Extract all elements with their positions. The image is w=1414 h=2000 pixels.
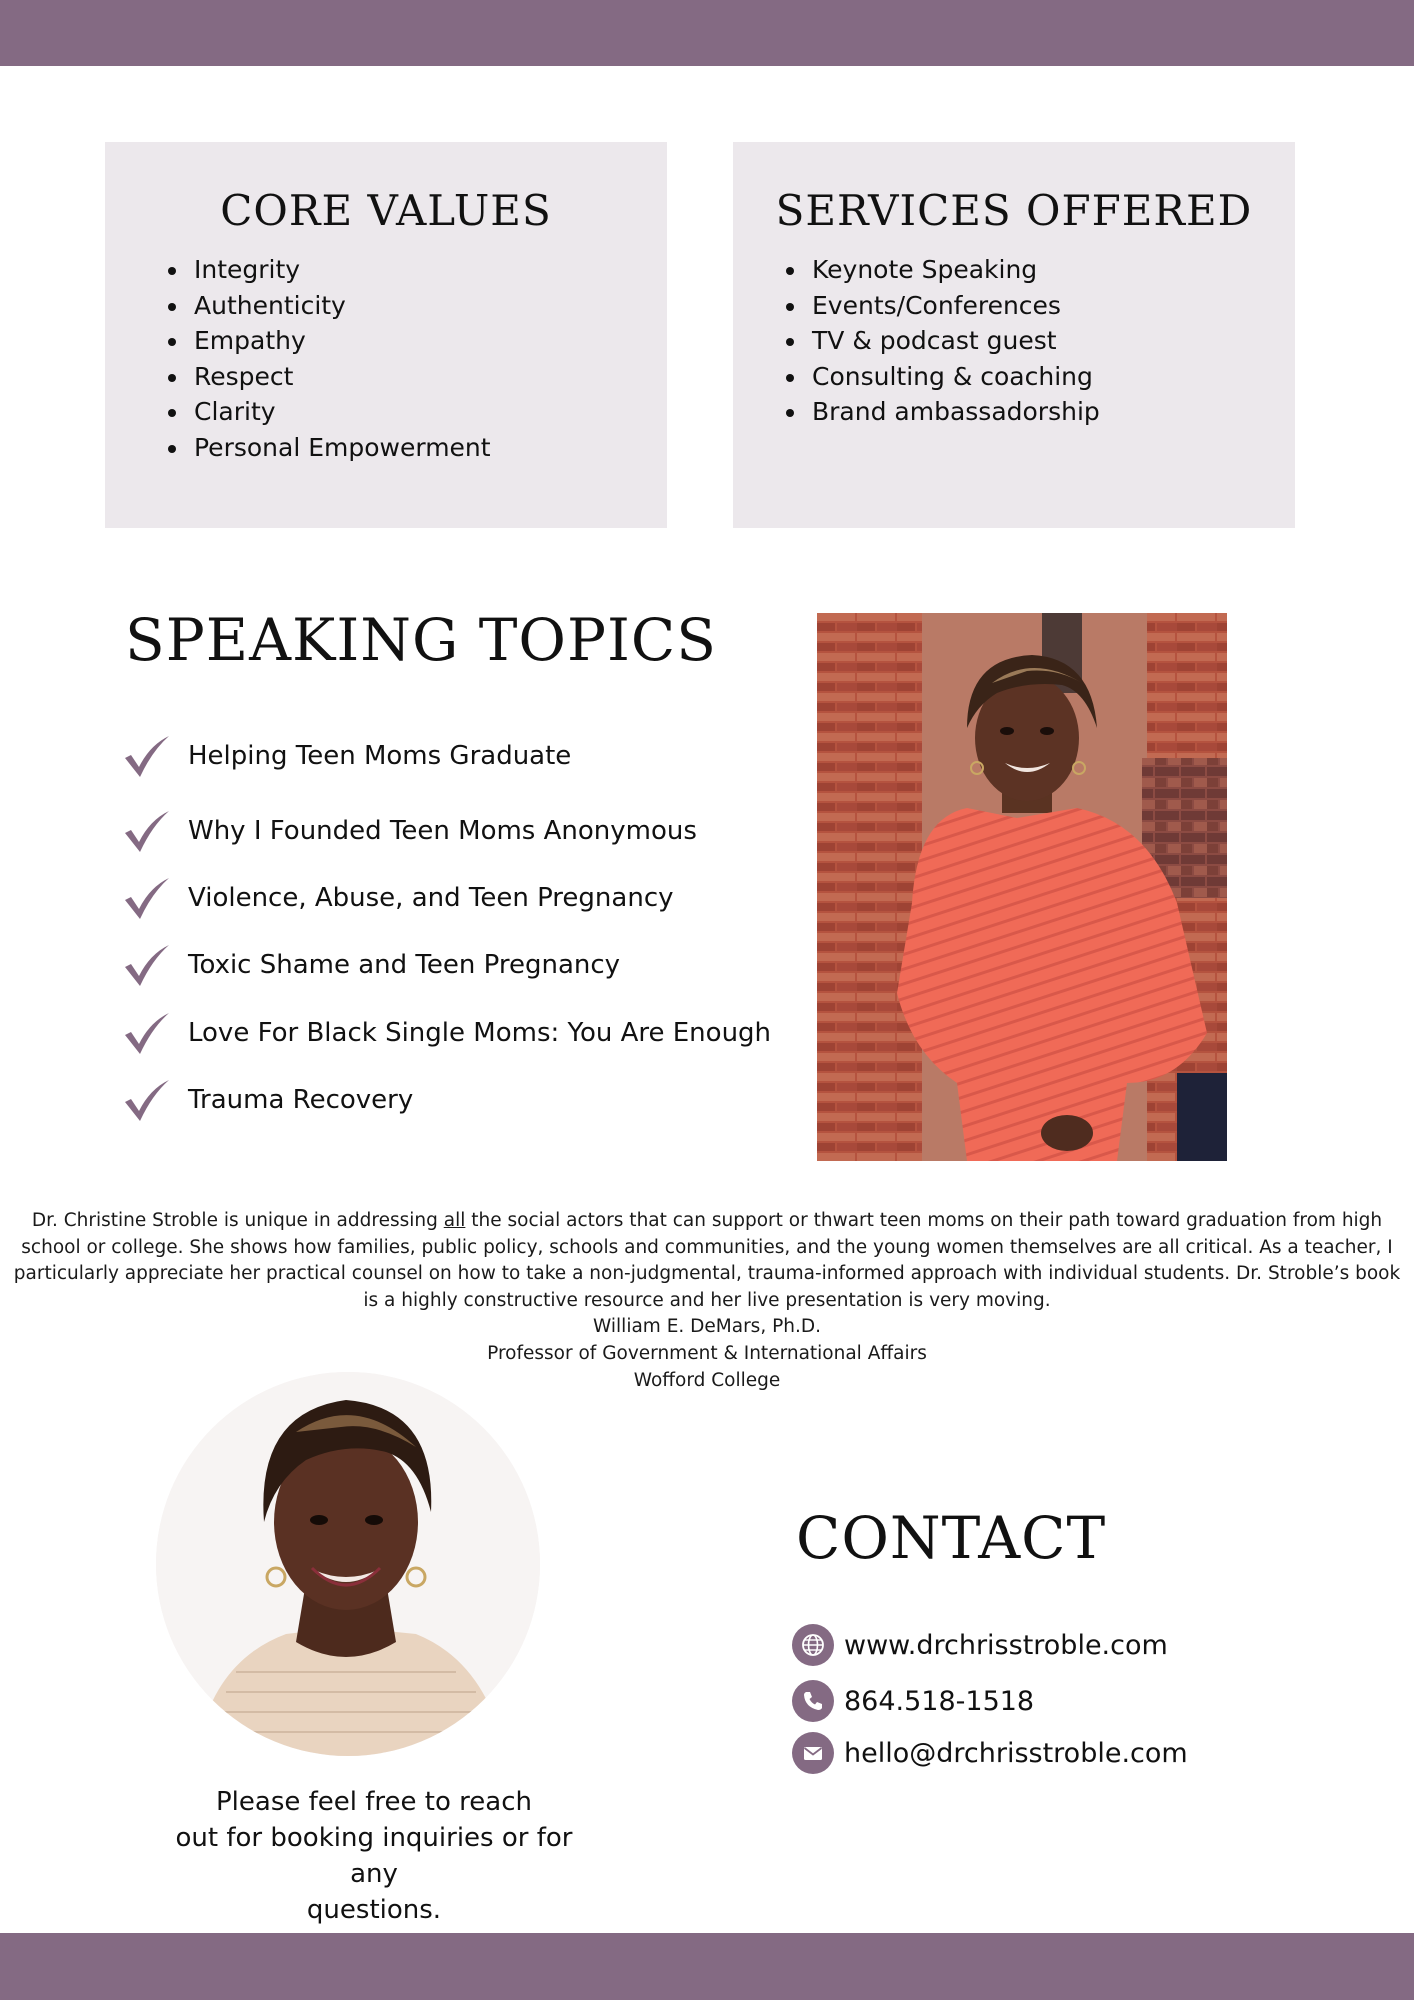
- testimonial-role: Professor of Government & International Affairs: [487, 1342, 927, 1364]
- booking-note-line: questions.: [306, 1895, 442, 1925]
- topic-item: [122, 940, 620, 990]
- contact-title: CONTACT: [796, 1504, 1107, 1572]
- website-link[interactable]: www.drchrisstroble.com: [844, 1629, 1168, 1661]
- list-item: • Clarity: [190, 394, 491, 430]
- topic-label: Toxic Shame and Teen Pregnancy: [188, 950, 621, 980]
- topic-label: Helping Teen Moms Graduate: [188, 741, 572, 771]
- topic-label: Trauma Recovery: [188, 1085, 414, 1115]
- bottom-banner: [0, 1933, 1414, 2000]
- list-item: • Events/Conferences: [808, 288, 1100, 324]
- list-item: • Integrity: [190, 252, 491, 288]
- topic-label: Why I Founded Teen Moms Anonymous: [188, 816, 697, 846]
- testimonial-text-end: the social actors that can support or thwart teen moms on their path toward graduation from high school or college. She shows how families, public policy, schools and communities, and the young women themselves are all critical. As a teacher, I particularly appreciate her practical counsel on how to take a non-judgmental, trauma-informed approach with individual students. Dr. Stroble’s book is a highly constructive resource and her live presentation is very moving.: [13, 1210, 1401, 1311]
- testimonial-author: William E. DeMars, Ph.D.: [593, 1316, 821, 1338]
- checkmark-icon: [122, 940, 172, 990]
- core-values-title: CORE VALUES: [220, 186, 552, 235]
- list-item: • Respect: [190, 359, 491, 395]
- topic-item: [122, 731, 571, 781]
- list-item: • Consulting & coaching: [808, 359, 1100, 395]
- list-item: • Personal Empowerment: [190, 430, 491, 466]
- topic-item: [122, 1075, 413, 1125]
- topic-label: Love For Black Single Moms: You Are Enough: [188, 1018, 772, 1048]
- contact-phone[interactable]: [792, 1680, 1034, 1722]
- booking-note: [148, 1784, 600, 1928]
- speaker-photo: [817, 613, 1227, 1161]
- checkmark-icon: [122, 1075, 172, 1125]
- speaking-topics-title: SPEAKING TOPICS: [125, 606, 718, 674]
- checkmark-icon: [122, 873, 172, 923]
- list-item: • Brand ambassadorship: [808, 394, 1100, 430]
- mail-icon: [792, 1732, 834, 1774]
- topic-item: [122, 1008, 771, 1058]
- core-values-box: [105, 142, 667, 528]
- speaker-headshot: [156, 1372, 540, 1756]
- booking-note-line: Please feel free to reach: [216, 1787, 532, 1817]
- phone-number[interactable]: 864.518-1518: [844, 1685, 1035, 1717]
- testimonial-text: [12, 1208, 1402, 1314]
- list-item: • TV & podcast guest: [808, 323, 1100, 359]
- services-box: [733, 142, 1295, 528]
- email-link[interactable]: hello@drchrisstroble.com: [844, 1737, 1188, 1769]
- topic-item: [122, 806, 697, 856]
- globe-icon: [792, 1624, 834, 1666]
- testimonial-emphasis: all: [443, 1210, 466, 1231]
- booking-note-line: out for booking inquiries or for any: [175, 1823, 573, 1889]
- list-item: • Keynote Speaking: [808, 252, 1100, 288]
- topic-label: Violence, Abuse, and Teen Pregnancy: [188, 883, 674, 913]
- checkmark-icon: [122, 1008, 172, 1058]
- speaker-photo-illustration: [817, 613, 1227, 1161]
- list-item: • Authenticity: [190, 288, 491, 324]
- testimonial-org: Wofford College: [633, 1369, 781, 1391]
- contact-email[interactable]: [792, 1732, 1188, 1774]
- phone-icon: [792, 1680, 834, 1722]
- topic-item: [122, 873, 674, 923]
- checkmark-icon: [122, 806, 172, 856]
- speaker-headshot-illustration: [156, 1372, 540, 1756]
- top-banner: [0, 0, 1414, 66]
- core-values-list: [160, 252, 491, 465]
- list-item: • Empathy: [190, 323, 491, 359]
- contact-website[interactable]: [792, 1624, 1168, 1666]
- testimonial-text-start: Dr. Christine Stroble is unique in addressing: [31, 1210, 444, 1231]
- services-title: SERVICES OFFERED: [775, 186, 1253, 235]
- checkmark-icon: [122, 731, 172, 781]
- testimonial: [12, 1208, 1402, 1394]
- services-list: [778, 252, 1100, 430]
